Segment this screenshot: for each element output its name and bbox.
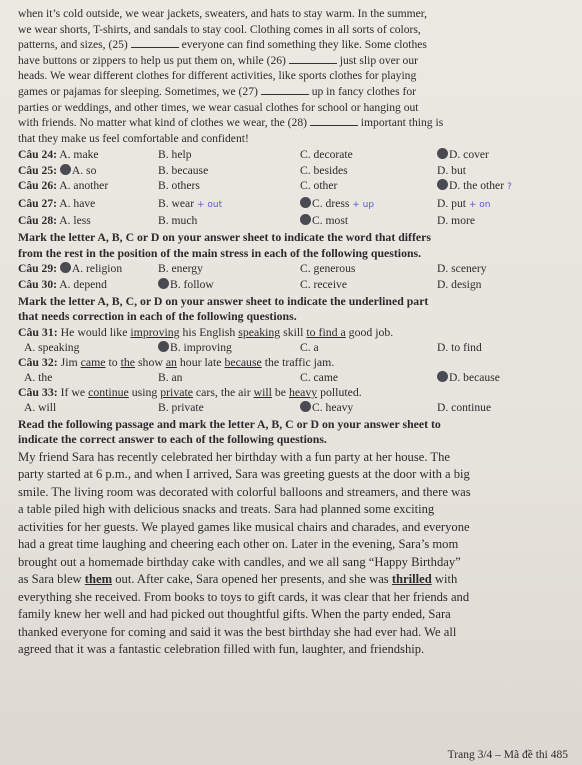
- option-c[interactable]: C. a: [300, 340, 319, 354]
- question-number: Câu 27:: [18, 196, 57, 210]
- option-d[interactable]: D. scenery: [437, 262, 487, 276]
- passage-line: have buttons or zippers to help us put them on, while (26) just slip over our: [18, 53, 418, 67]
- option-b[interactable]: B. others: [158, 179, 200, 193]
- answer-mark-icon: [300, 214, 311, 225]
- option-a[interactable]: A. so: [71, 163, 97, 177]
- question-row-29: [18, 261, 574, 276]
- reading-line: agreed that it was a fantastic celebration filled with fun, laughter, and friendship.: [18, 642, 425, 657]
- answer-mark-icon: [437, 179, 448, 190]
- section-instruction: indicate the correct answer to each of the following questions.: [18, 432, 327, 447]
- option-d[interactable]: D. design: [437, 277, 482, 291]
- reading-section: [18, 417, 574, 659]
- option-d[interactable]: D. but: [437, 163, 466, 177]
- blank-26: [289, 53, 337, 64]
- answer-mark-icon: [300, 401, 311, 412]
- option-a[interactable]: A. make: [59, 148, 99, 162]
- option-b[interactable]: B. private: [158, 400, 204, 414]
- answer-mark-icon: [60, 164, 71, 175]
- reading-line: thanked everyone for coming and said it was the best birthday she had ever had. We all: [18, 624, 457, 639]
- reading-line: everything she received. From books to toys to gift cards, it was clear that her friends and: [18, 589, 470, 604]
- passage-line: patterns, and sizes, (25) everyone can find something they like. Some clothes: [18, 38, 427, 52]
- question-number: Câu 29:: [18, 262, 57, 276]
- option-a[interactable]: A. will: [24, 400, 57, 414]
- answer-mark-icon: [300, 197, 311, 208]
- option-d[interactable]: D. put + on: [437, 196, 491, 210]
- section-instruction: from the rest in the position of the main stress in each of the following questions.: [18, 245, 422, 260]
- answer-mark-icon: [437, 371, 448, 382]
- question-number: Câu 30:: [18, 277, 57, 291]
- option-d[interactable]: D. to find: [437, 340, 482, 354]
- option-b[interactable]: B. improving: [158, 340, 300, 355]
- option-c[interactable]: C. came: [300, 370, 338, 384]
- option-d[interactable]: D. because: [437, 370, 557, 385]
- option-a[interactable]: A. the: [24, 370, 53, 384]
- question-row-28: [18, 213, 574, 228]
- option-a[interactable]: A. depend: [59, 277, 107, 291]
- question-number: Câu 24:: [18, 148, 57, 162]
- reading-line: family knew her well and had picked out thoughtful gifts. When the party ended, Sara: [18, 607, 451, 622]
- passage-line: heads. We wear different clothes for different activities, like sports clothes for playing: [18, 69, 417, 83]
- option-b[interactable]: B. help: [158, 148, 192, 162]
- option-c[interactable]: C. dress + up: [300, 196, 437, 213]
- handwritten-note: + out: [196, 199, 223, 210]
- option-d[interactable]: D. continue: [437, 400, 492, 414]
- section-instruction: Mark the letter A, B, C or D on your answer sheet to indicate the word that differs: [18, 230, 431, 245]
- option-b[interactable]: B. because: [158, 163, 209, 177]
- stress-section: [18, 230, 574, 292]
- question-number: Câu 25:: [18, 163, 57, 177]
- answer-mark-icon: [158, 341, 169, 352]
- blank-25: [131, 37, 179, 48]
- handwritten-note: + on: [468, 199, 491, 210]
- reading-line: had a great time laughing and cheering each other on. Later in the evening, Sara’s mom: [18, 537, 459, 552]
- error-section: [18, 294, 574, 415]
- passage-line: games or pajamas for sleeping. Sometimes, we (27) up in fancy clothes for: [18, 84, 416, 98]
- question-row-25: [18, 163, 574, 178]
- question-32: Câu 32: Jim came to the show an hour late because the traffic jam.: [18, 354, 335, 369]
- answer-mark-icon: [60, 262, 71, 273]
- cloze-options: [18, 147, 574, 228]
- passage-line: with friends. No matter what kind of clothes we wear, the (28) important thing is: [18, 116, 444, 130]
- options-32: [18, 370, 574, 385]
- option-d[interactable]: D. the other ?: [437, 178, 557, 195]
- question-33: Câu 33: If we continue using private cars, the air will be heavy polluted.: [18, 384, 362, 399]
- option-b[interactable]: B. much: [158, 213, 198, 227]
- underlined-word: thrilled: [391, 572, 432, 587]
- options-31: [18, 340, 574, 355]
- option-a[interactable]: A. have: [59, 196, 96, 210]
- options-33: [18, 400, 574, 415]
- option-c[interactable]: C. heavy: [300, 400, 437, 415]
- question-row-27: [18, 196, 574, 213]
- option-a[interactable]: A. religion: [71, 262, 123, 276]
- option-a[interactable]: A. less: [59, 213, 91, 227]
- passage-line: we wear shorts, T-shirts, and sandals to stay cool. Clothing comes in all sorts of colors,: [18, 22, 421, 36]
- question-31: Câu 31: He would like improving his English speaking skill to find a good job.: [18, 324, 394, 339]
- option-b[interactable]: B. follow: [158, 277, 300, 292]
- option-c[interactable]: C. generous: [300, 262, 356, 276]
- answer-mark-icon: [437, 148, 448, 159]
- option-c[interactable]: C. besides: [300, 163, 348, 177]
- reading-line: as Sara blew them out. After cake, Sara opened her presents, and she was thrilled with: [18, 572, 458, 587]
- question-row-30: [18, 277, 574, 292]
- option-a[interactable]: A. another: [59, 179, 109, 193]
- option-d[interactable]: D. more: [437, 213, 475, 227]
- reading-line: brought out a homemade birthday cake with candles, and we all sang “Happy Birthday”: [18, 554, 461, 569]
- passage-line: when it’s cold outside, we wear jackets, sweaters, and hats to stay warm. In the summer,: [18, 7, 428, 20]
- option-c[interactable]: C. other: [300, 179, 338, 193]
- page-footer: Trang 3/4 – Mã đề thi 485: [447, 749, 568, 761]
- blank-28: [310, 115, 358, 126]
- passage-line: that they make us feel comfortable and confident!: [18, 131, 249, 145]
- option-b[interactable]: B. an: [158, 370, 183, 384]
- cloze-passage: [18, 6, 574, 146]
- section-instruction: that needs correction in each of the following questions.: [18, 309, 297, 324]
- reading-line: smile. The living room was decorated with colorful balloons and streamers, and there was: [18, 484, 471, 499]
- option-c[interactable]: C. most: [300, 213, 437, 228]
- underlined-word: them: [84, 572, 113, 587]
- section-instruction: Read the following passage and mark the letter A, B, C or D on your answer sheet to: [18, 416, 441, 431]
- passage-line: parties or weddings, and other times, we wear casual clothes for school or hanging out: [18, 100, 419, 114]
- blank-27: [261, 84, 309, 95]
- question-row-26: [18, 178, 574, 195]
- question-number: Câu 28:: [18, 213, 57, 227]
- option-c[interactable]: C. receive: [300, 277, 347, 291]
- reading-line: My friend Sara has recently celebrated her birthday with a fun party at her house. The: [18, 449, 450, 464]
- question-number: Câu 26:: [18, 179, 57, 193]
- reading-line: party started at 6 p.m., and when I arrived, Sara was greeting guests at the door with a big: [18, 467, 470, 482]
- handwritten-note: ?: [506, 182, 512, 193]
- option-b[interactable]: B. energy: [158, 262, 203, 276]
- answer-mark-icon: [158, 278, 169, 289]
- reading-line: a table piled high with delicious snacks and treats. Sara had planned some exciting: [18, 502, 435, 517]
- question-row-24: [18, 147, 574, 162]
- option-d[interactable]: D. cover: [437, 147, 557, 162]
- handwritten-note: + up: [352, 199, 375, 210]
- option-b[interactable]: B. wear + out: [158, 196, 223, 210]
- section-instruction: Mark the letter A, B, C, or D on your answer sheet to indicate the underlined part: [18, 294, 429, 308]
- reading-line: activities for her guests. We played games like musical chairs and charades, and everyone: [18, 519, 470, 534]
- option-a[interactable]: A. speaking: [24, 340, 80, 354]
- option-c[interactable]: C. decorate: [300, 148, 353, 162]
